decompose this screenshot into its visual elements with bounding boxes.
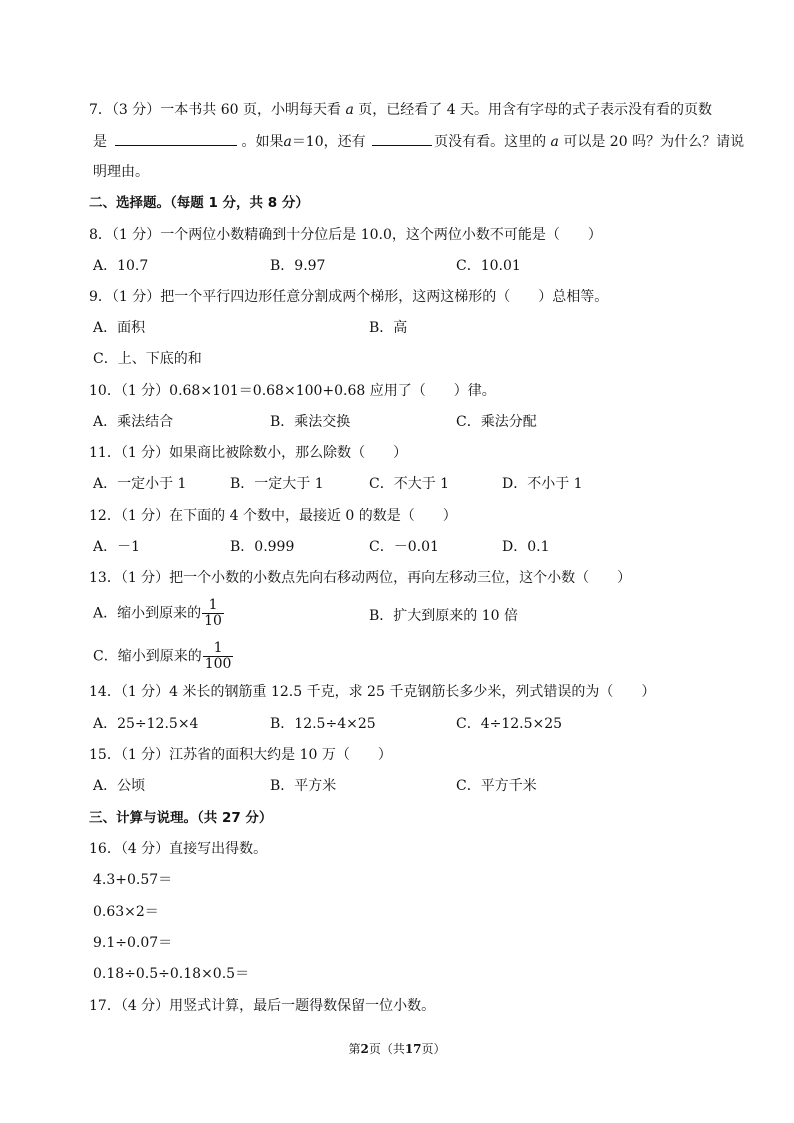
q8-option-b[interactable]: B．9.97 [270,258,326,274]
q7-var-a2: a [283,134,292,150]
q10-option-b[interactable]: B．乘法交换 [270,414,351,430]
q16-item-3[interactable]: 9.1÷0.07＝ [93,935,173,951]
q8-option-c[interactable]: C．10.01 [456,258,521,274]
q7-text-f: 页没有看。这里的 [434,134,547,150]
q7-text-g: 可以是 20 吗？为什么？请说 [563,134,745,150]
q13-option-a-text: A．缩小到原来的 [93,605,202,622]
q16-item-1[interactable]: 4.3+0.57＝ [93,872,173,888]
q13-option-a-fraction [202,598,224,629]
footer-suffix: 页） [421,1042,446,1056]
section-2-heading: 二、选择题。（每题 1 分，共 8 分） [89,195,309,211]
q13-option-c-text: C．缩小到原来的 [93,648,202,665]
q12-option-b[interactable]: B．0.999 [230,539,295,555]
q7-text-b: 页，已经看了 4 天。用含有字母的式子表示没有看的页数 [358,102,713,118]
q7-line3: 明理由。 [93,164,149,180]
q7-text-c: 是 [93,134,107,150]
q13-option-b[interactable]: B．扩大到原来的 10 倍 [369,608,519,624]
q9-option-a[interactable]: A．面积 [93,320,146,336]
q11-stem: 11．（1 分）如果商比被除数小，那么除数（ ） [89,445,408,461]
q7-answer-blank-2[interactable] [372,131,432,146]
q11-option-a[interactable]: A．一定小于 1 [93,476,187,492]
q15-option-c[interactable]: C．平方千米 [456,778,537,794]
fraction-numerator: 1 [202,598,224,614]
q14-stem: 14．（1 分）4 米长的钢筋重 12.5 千克，求 25 千克钢筋长多少米，列式错误的为（ ） [89,684,656,700]
q13-stem: 13．（1 分）把一个小数的小数点先向右移动两位，再向左移动三位，这个小数（ ） [89,570,632,586]
q7-line1 [89,100,712,120]
q12-stem: 12．（1 分）在下面的 4 个数中，最接近 0 的数是（ ） [89,508,457,524]
footer-total-pages: 17 [404,1042,422,1056]
q15-option-b[interactable]: B．平方米 [270,778,337,794]
q14-option-a[interactable]: A．25÷12.5×4 [93,716,199,732]
q7-line2 [93,131,744,152]
q9-option-b[interactable]: B．高 [369,320,408,336]
q7-text-e: ＝10，还有 [291,134,366,150]
fraction-numerator: 1 [203,641,234,657]
q15-stem: 15．（1 分）江苏省的面积大约是 10 万（ ） [89,747,392,763]
footer-middle: 页（共 [368,1042,405,1056]
q9-option-c[interactable]: C．上、下底的和 [93,351,202,367]
q8-option-a[interactable]: A．10.7 [93,258,149,274]
q16-stem: 16．（4 分）直接写出得数。 [89,841,268,857]
q14-option-b[interactable]: B．12.5÷4×25 [270,716,376,732]
q12-option-d[interactable]: D．0.1 [502,539,550,555]
q9-stem: 9．（1 分）把一个平行四边形任意分割成两个梯形，这两这梯形的（ ）总相等。 [89,289,609,305]
q7-var-a: a [345,102,354,118]
footer-page-number: 2 [360,1042,369,1056]
q7-var-a3: a [550,134,559,150]
section-3-heading: 三、计算与说理。（共 27 分） [89,810,273,826]
q12-option-c[interactable]: C．－0.01 [369,539,439,555]
fraction-denominator: 100 [204,656,232,672]
q11-option-d[interactable]: D．不小于 1 [502,476,583,492]
footer-prefix: 第 [348,1042,361,1056]
q13-option-a[interactable] [93,598,224,629]
q7-text: 7．（3 分）一本书共 60 页，小明每天看 [89,102,341,118]
fraction-denominator: 10 [204,613,222,629]
q16-item-2[interactable]: 0.63×2＝ [93,904,159,920]
q7-text-d: 。如果 [241,134,284,150]
q11-option-c[interactable]: C．不大于 1 [369,476,450,492]
q16-item-4[interactable]: 0.18÷0.5÷0.18×0.5＝ [93,966,250,982]
page-footer [0,1040,794,1058]
q13-option-c[interactable] [93,641,233,672]
q8-stem: 8．（1 分）一个两位小数精确到十分位后是 10.0，这个两位小数不可能是（ ） [89,227,602,243]
q14-option-c[interactable]: C．4÷12.5×25 [456,716,563,732]
q10-stem: 10．（1 分）0.68×101＝0.68×100+0.68 应用了（ ）律。 [89,383,496,399]
q10-option-a[interactable]: A．乘法结合 [93,414,174,430]
q12-option-a[interactable]: A．－1 [93,539,141,555]
q13-option-c-fraction [203,641,234,672]
q15-option-a[interactable]: A．公顷 [93,778,146,794]
q17-stem: 17．（4 分）用竖式计算，最后一题得数保留一位小数。 [89,998,436,1014]
q11-option-b[interactable]: B．一定大于 1 [230,476,324,492]
q7-answer-blank-1[interactable] [115,131,237,146]
q10-option-c[interactable]: C．乘法分配 [456,414,537,430]
